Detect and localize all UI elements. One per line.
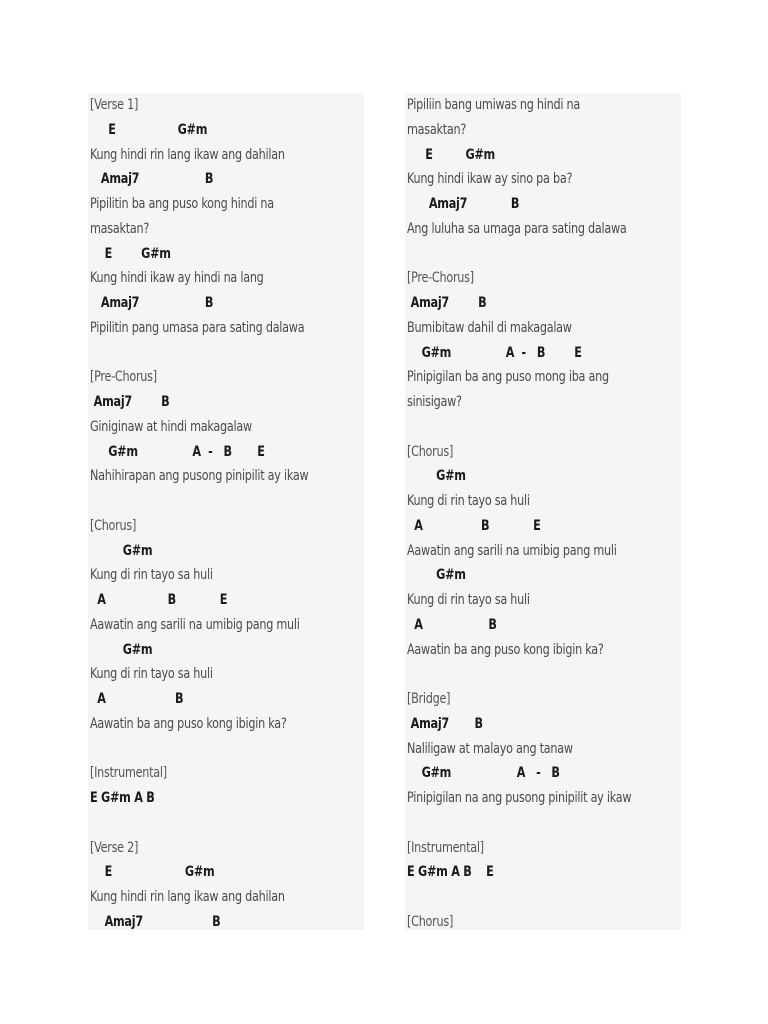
chord-line: G#m (90, 542, 153, 559)
chord-line: A B E (407, 517, 541, 534)
chord-line: Amaj7 B (407, 295, 487, 311)
blank-line (90, 341, 326, 366)
lyric-line: Pinipigilan ba ang puso mong iba ang (407, 369, 609, 386)
chord-line: A B E (90, 592, 228, 608)
section-header: [Instrumental] (407, 839, 484, 856)
blank-line (90, 737, 326, 762)
chord-line: Amaj7 B (90, 171, 214, 188)
chord-line: G#m (407, 567, 466, 584)
lyric-line: Kung di rin tayo sa huli (407, 493, 530, 509)
lyric-line: Kung di rin tayo sa huli (407, 592, 530, 608)
lyric-line: Naliligaw at malayo ang tanaw (407, 740, 573, 757)
chord-line: E G#m (90, 121, 208, 138)
lyric-line: sinisigaw? (407, 394, 462, 410)
chord-line: Amaj7 B (90, 913, 221, 930)
lyric-line: Pipilitin pang umasa para sating dalawa (90, 319, 305, 336)
lyric-line: Aawatin ba ang puso kong ibigin ka? (90, 715, 287, 732)
left-column (88, 93, 364, 930)
section-header: [Verse 1] (90, 97, 139, 113)
lyric-line: Kung hindi ikaw ay sino pa ba? (407, 171, 573, 188)
chord-line: Amaj7 B (90, 295, 214, 311)
lyric-line: Bumibitaw dahil di makagalaw (407, 319, 572, 336)
blank-line (407, 811, 643, 836)
lyric-line: Kung hindi rin lang ikaw ang dahilan (90, 146, 285, 163)
right-column (405, 93, 681, 930)
lyric-line: Kung di rin tayo sa huli (90, 567, 213, 584)
chord-line: E G#m (90, 245, 171, 262)
section-header: [Instrumental] (90, 765, 167, 782)
chord-line: G#m A - B (407, 765, 560, 782)
lyric-line: Giniginaw at hindi makagalaw (90, 418, 252, 435)
chord-line: Amaj7 B (90, 394, 170, 410)
chord-line: A B (407, 616, 497, 633)
lyric-line: Kung hindi rin lang ikaw ang dahilan (90, 889, 285, 905)
blank-line (90, 811, 326, 836)
blank-line (407, 662, 643, 687)
blank-line (407, 415, 643, 440)
lyric-line: Aawatin ang sarili na umibig pang muli (90, 616, 300, 633)
chord-line: E G#m A B E (407, 864, 494, 881)
lyric-line: Kung di rin tayo sa huli (90, 666, 213, 683)
lyric-line: Pinipigilan na ang pusong pinipilit ay ikaw (407, 790, 632, 806)
lyric-line: Ang luluha sa umaga para sating dalawa (407, 220, 627, 237)
section-header: [Verse 2] (90, 839, 139, 856)
section-header: [Pre-Chorus] (90, 369, 157, 386)
lyric-line: Nahihirapan ang pusong pinipilit ay ikaw (90, 468, 309, 485)
chord-line: E G#m (407, 146, 495, 163)
section-header: [Chorus] (407, 913, 454, 930)
chord-line: E G#m (90, 864, 215, 881)
chord-line: Amaj7 B (407, 196, 520, 212)
lyric-line: Pipilitin ba ang puso kong hindi na (90, 196, 274, 212)
chord-line: E G#m A B (90, 790, 155, 806)
blank-line (407, 885, 643, 910)
lyric-line: Pipiliin bang umiwas ng hindi na (407, 97, 580, 113)
lyric-line: masaktan? (407, 121, 467, 138)
blank-line (407, 242, 643, 267)
blank-line (90, 489, 326, 514)
lyric-line: masaktan? (90, 220, 150, 237)
section-header: [Pre-Chorus] (407, 270, 474, 287)
chord-line: G#m A - B E (90, 443, 265, 460)
lyric-line: Aawatin ang sarili na umibig pang muli (407, 542, 617, 559)
lyric-line: Aawatin ba ang puso kong ibigin ka? (407, 641, 604, 658)
chord-line: G#m A - B E (407, 344, 582, 361)
chord-line: Amaj7 B (407, 715, 483, 732)
section-header: [Chorus] (407, 443, 454, 460)
chord-line: G#m (90, 641, 153, 658)
section-header: [Bridge] (407, 691, 451, 707)
chord-line: G#m (407, 468, 466, 485)
chord-line: A B (90, 691, 184, 707)
section-header: [Chorus] (90, 517, 137, 534)
lyric-line: Kung hindi ikaw ay hindi na lang (90, 270, 264, 287)
